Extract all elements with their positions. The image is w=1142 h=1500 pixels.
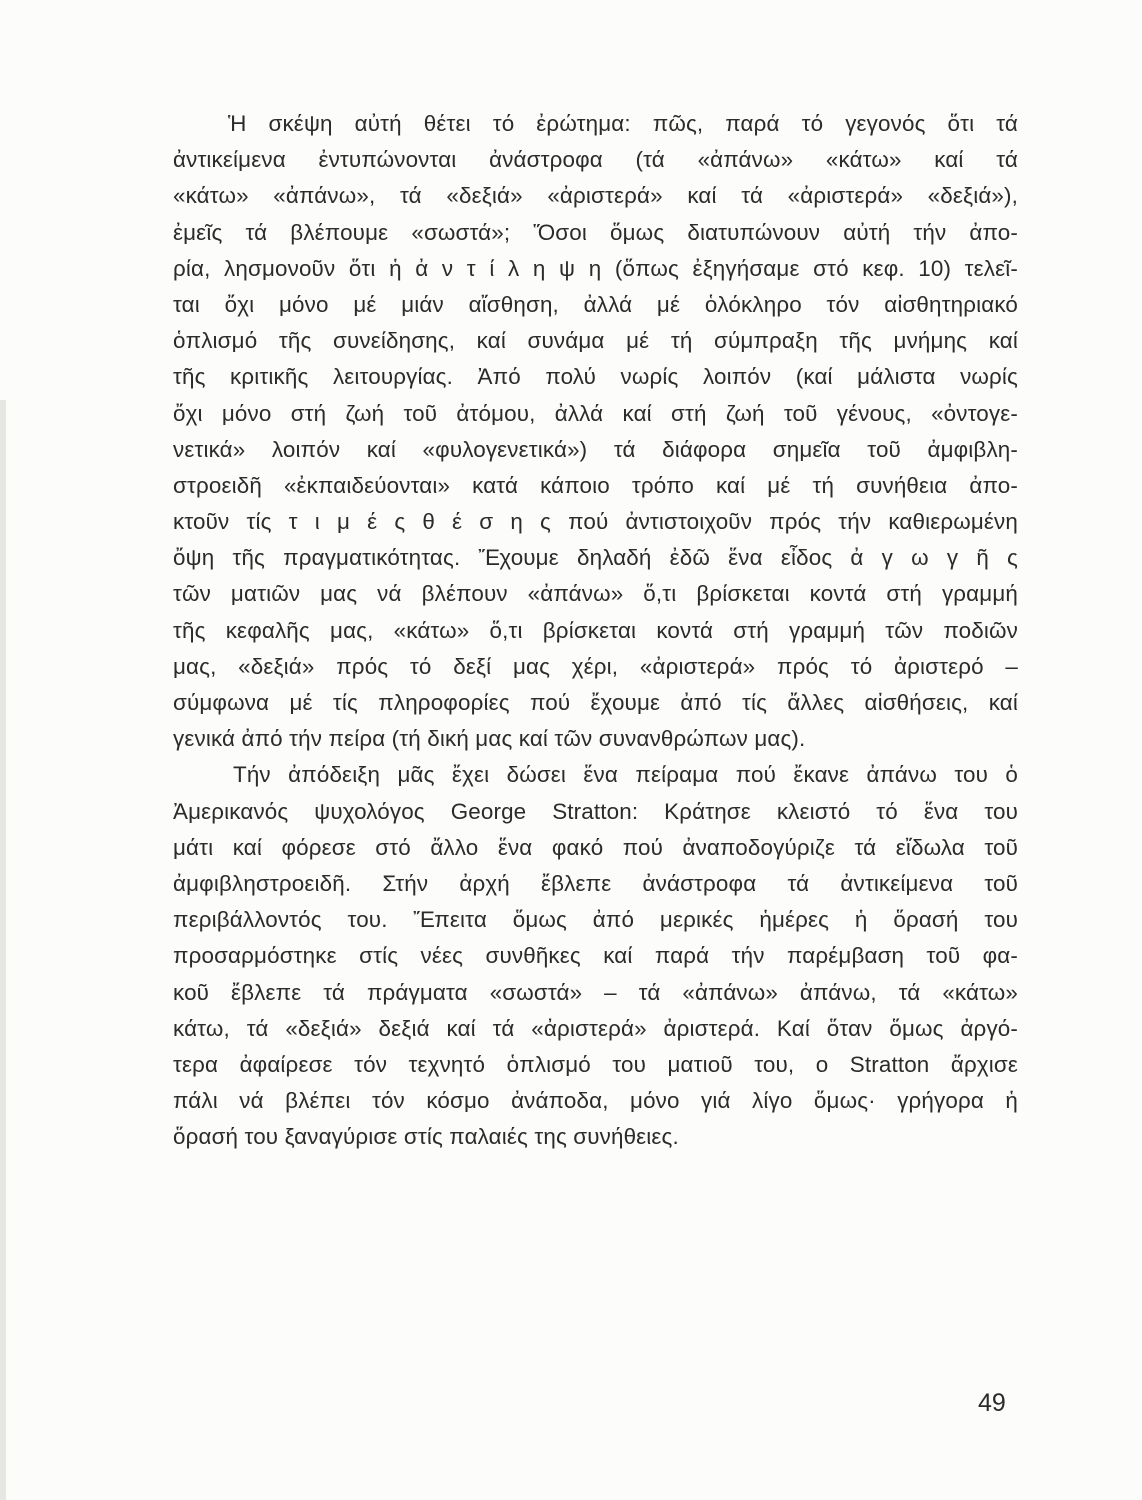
text-line: ρία, λησμονοῦν ὅτι ἡ ἀ ν τ ί λ η ψ η (ὅπως ἐξηγήσαμε στό κεφ. 10) τελεῖ- bbox=[173, 255, 1018, 281]
text-line: τῆς κεφαλῆς μας, «κάτω» ὅ,τι βρίσκεται κοντά στή γραμμή τῶν ποδιῶν bbox=[173, 617, 1018, 643]
text-line: ἀμφιβληστροειδῆ. Στήν ἀρχή ἔβλεπε ἀνάστροφα τά ἀντικείμενα τοῦ bbox=[173, 870, 1018, 896]
scan-edge-shadow bbox=[0, 400, 6, 1500]
text-line: περιβάλλοντός του. Ἔπειτα ὅμως ἀπό μερικές ἡμέρες ἡ ὅρασή του bbox=[173, 907, 1018, 933]
text-line: τερα ἀφαίρεσε τόν τεχνητό ὁπλισμό του ματιοῦ του, ο Stratton ἄρχισε bbox=[173, 1051, 1018, 1077]
text-line: ὄψη τῆς πραγματικότητας. Ἔχουμε δηλαδή ἐδῶ ἕνα εἶδος ἀ γ ω γ ῆ ς bbox=[173, 545, 1018, 571]
text-line: στροειδῆ «ἐκπαιδεύονται» κατά κάποιο τρόπο καί μέ τή συνήθεια ἀπο- bbox=[173, 472, 1018, 498]
text-line: ὁπλισμό τῆς συνείδησης, καί συνάμα μέ τή σύμπραξη τῆς μνήμης καί bbox=[173, 328, 1018, 354]
text-line: κτοῦν τίς τ ι μ έ ς θ έ σ η ς πού ἀντιστοιχοῦν πρός τήν καθιερωμένη bbox=[173, 509, 1018, 535]
text-line: κοῦ ἔβλεπε τά πράγματα «σωστά» – τά «ἀπάνω» ἀπάνω, τά «κάτω» bbox=[173, 979, 1018, 1005]
text-line: νετικά» λοιπόν καί «φυλογενετικά») τά διάφορα σημεῖα τοῦ ἀμφιβλη- bbox=[173, 436, 1018, 462]
text-line: γενικά ἀπό τήν πείρα (τή δική μας καί τῶν συνανθρώπων μας). bbox=[173, 726, 806, 752]
page-number: 49 bbox=[978, 1389, 1006, 1417]
text-line: ὅρασή του ξαναγύρισε στίς παλαιές της συνήθειες. bbox=[173, 1124, 679, 1150]
text-line: ἀντικείμενα ἐντυπώνονται ἀνάστροφα (τά «ἀπάνω» «κάτω» καί τά bbox=[173, 147, 1018, 173]
text-line: ται ὄχι μόνο μέ μιάν αἴσθηση, ἀλλά μέ ὁλόκληρο τόν αἰσθητηριακό bbox=[173, 291, 1018, 317]
text-line: Τήν ἀπόδειξη μᾶς ἔχει δώσει ἕνα πείραμα πού ἔκανε ἀπάνω του ὁ bbox=[233, 762, 1018, 788]
text-line: πάλι νά βλέπει τόν κόσμο ἀνάποδα, μόνο γιά λίγο ὅμως· γρήγορα ἡ bbox=[173, 1088, 1018, 1114]
text-line: «κάτω» «ἀπάνω», τά «δεξιά» «ἀριστερά» καί τά «ἀριστερά» «δεξιά»), bbox=[173, 183, 1018, 209]
text-line: κάτω, τά «δεξιά» δεξιά καί τά «ἀριστερά» ἀριστερά. Καί ὅταν ὅμως ἀργό- bbox=[173, 1015, 1018, 1041]
text-line: προσαρμόστηκε στίς νέες συνθῆκες καί παρά τήν παρέμβαση τοῦ φα- bbox=[173, 943, 1018, 969]
text-line: μας, «δεξιά» πρός τό δεξί μας χέρι, «ἀριστερά» πρός τό ἀριστερό – bbox=[173, 653, 1018, 679]
text-line: ὄχι μόνο στή ζωή τοῦ ἀτόμου, ἀλλά καί στή ζωή τοῦ γένους, «ὀντογε- bbox=[173, 400, 1018, 426]
body-text bbox=[173, 106, 1018, 1155]
text-line: ἐμεῖς τά βλέπουμε «σωστά»; Ὅσοι ὅμως διατυπώνουν αὐτή τήν ἀπο- bbox=[173, 219, 1018, 245]
text-line: Ἀμερικανός ψυχολόγος George Stratton: Κράτησε κλειστό τό ἕνα του bbox=[173, 798, 1018, 824]
text-line: μάτι καί φόρεσε στό ἄλλο ἕνα φακό πού ἀναποδογύριζε τά εἴδωλα τοῦ bbox=[173, 834, 1018, 860]
text-line: τῶν ματιῶν μας νά βλέπουν «ἀπάνω» ὅ,τι βρίσκεται κοντά στή γραμμή bbox=[173, 581, 1018, 607]
text-line: σύμφωνα μέ τίς πληροφορίες πού ἔχουμε ἀπό τίς ἄλλες αἰσθήσεις, καί bbox=[173, 690, 1018, 715]
text-line: τῆς κριτικῆς λειτουργίας. Ἀπό πολύ νωρίς λοιπόν (καί μάλιστα νωρίς bbox=[173, 364, 1018, 390]
text-line: Ἡ σκέψη αὐτή θέτει τό ἐρώτημα: πῶς, παρά τό γεγονός ὅτι τά bbox=[228, 111, 1018, 136]
